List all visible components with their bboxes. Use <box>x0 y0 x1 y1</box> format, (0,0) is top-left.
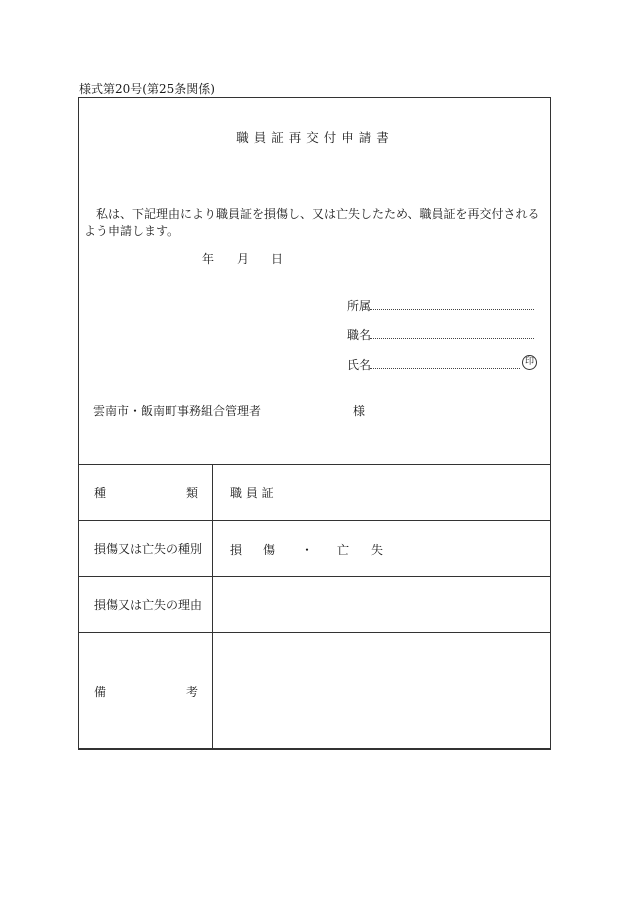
form-title: 職員証再交付申請書 <box>236 130 394 145</box>
affiliation-label: 所属 <box>347 299 372 313</box>
table-row-note <box>79 633 551 750</box>
honorific: 様 <box>353 404 366 418</box>
seal-mark: 印 <box>522 355 537 370</box>
kind-option-char[interactable]: 失 <box>371 542 384 557</box>
type-label-char: 種 <box>94 486 107 500</box>
table-row-kind <box>79 521 551 577</box>
note-label-char: 備 <box>94 684 107 699</box>
type-value: 職 員 証 <box>230 486 274 500</box>
type-label-char: 類 <box>185 486 198 500</box>
details-table <box>78 464 551 750</box>
reason-value-cell[interactable] <box>213 577 551 633</box>
affiliation-field[interactable] <box>370 309 534 310</box>
form-number: 様式第20号(第25条関係) <box>79 82 215 96</box>
kind-label: 損傷又は亡失の種別 <box>94 542 203 556</box>
name-field[interactable] <box>370 368 520 369</box>
addressee: 雲南市・飯南町事務組合管理者 <box>93 404 262 418</box>
kind-option-char[interactable]: 傷 <box>263 542 276 557</box>
kind-option-char[interactable]: 亡 <box>337 542 350 557</box>
name-label: 氏名 <box>347 358 372 372</box>
reason-label: 損傷又は亡失の理由 <box>94 598 203 612</box>
note-label-char: 考 <box>185 684 198 699</box>
kind-header <box>79 521 213 577</box>
position-label: 職名 <box>347 328 372 342</box>
kind-separator: ・ <box>301 542 314 557</box>
type-header <box>79 465 213 521</box>
type-value-cell <box>213 465 551 521</box>
note-value-cell[interactable] <box>213 633 551 750</box>
reason-header <box>79 577 213 633</box>
date-year-label: 年 <box>202 252 215 266</box>
date-month-label: 月 <box>237 252 250 266</box>
table-row-type <box>79 465 551 521</box>
position-field[interactable] <box>370 338 534 339</box>
table-row-reason <box>79 577 551 633</box>
note-header <box>79 633 213 750</box>
date-day-label: 日 <box>271 252 284 266</box>
kind-option-char[interactable]: 損 <box>230 542 243 557</box>
kind-value-cell <box>213 521 551 577</box>
application-statement: 私は、下記理由により職員証を損傷し、又は亡失したため、職員証を再交付されるよう申請します。 <box>84 207 540 238</box>
